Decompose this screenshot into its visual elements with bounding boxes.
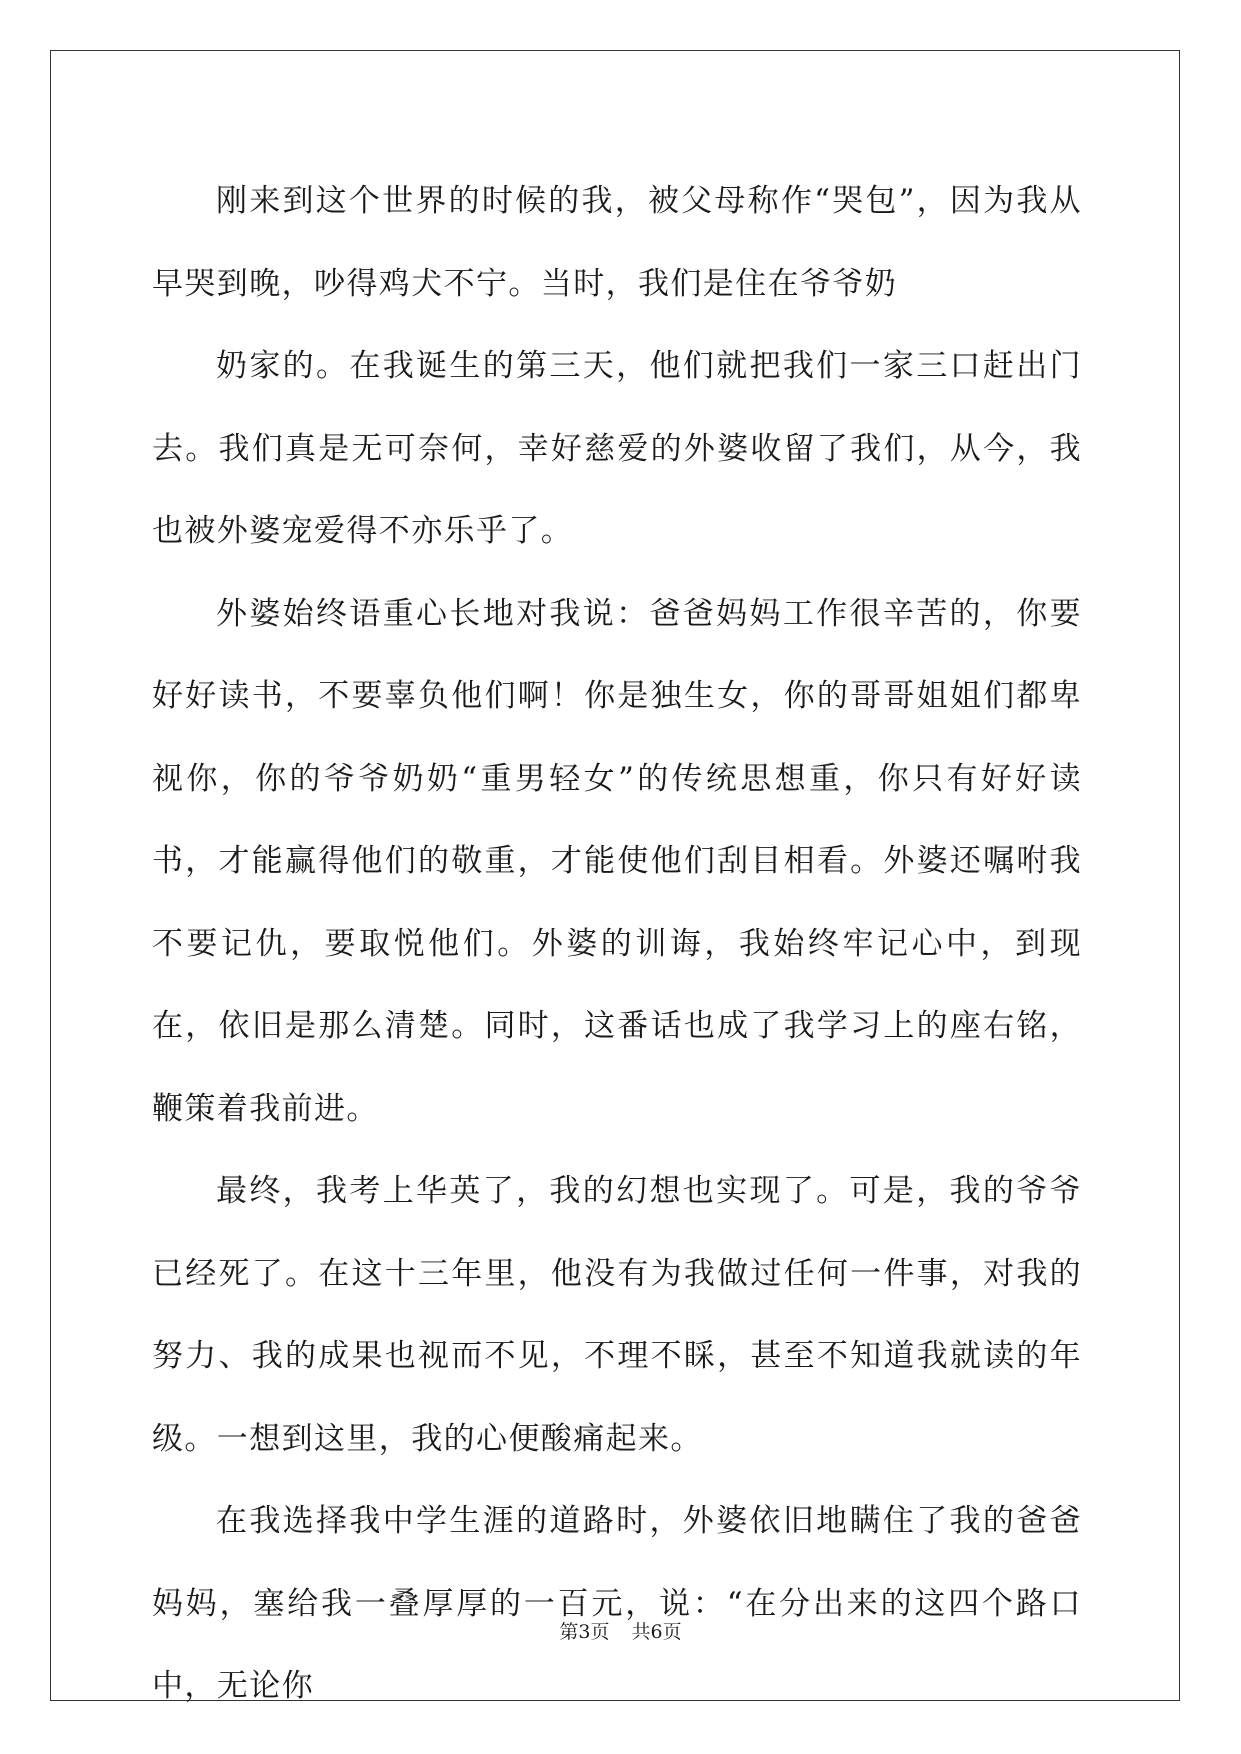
- paragraph-4: 最终，我考上华英了，我的幻想也实现了。可是，我的爷爷已经死了。在这十三年里，他没有为我做过任何一件事，对我的努力、我的成果也视而不见，不理不睬，甚至不知道我就读的年级。一想到这里，我的心便酸痛起来。: [152, 1173, 1082, 1457]
- paragraph-3: 外婆始终语重心长地对我说：爸爸妈妈工作很辛苦的，你要好好读书，不要辜负他们啊！你是独生女，你的哥哥姐姐们都卑视你，你的爷爷奶奶“重男轻女”的传统思想重，你只有好好读书，才能赢得他们的敬重，才能使他们刮目相看。外婆还嘱咐我不要记仇，要取悦他们。外婆的训诲，我始终牢记心中，到现在，依旧是那么清楚。同时，这番话也成了我学习上的座右铭，鞭策着我前进。: [152, 595, 1082, 1127]
- document-body: [152, 160, 1082, 1728]
- page-footer: [0, 1617, 1241, 1644]
- paragraph-2: 奶家的。在我诞生的第三天，他们就把我们一家三口赶出门去。我们真是无可奈何，幸好慈爱的外婆收留了我们，从今，我也被外婆宠爱得不亦乐乎了。: [152, 348, 1082, 549]
- page-number-current: 第3页: [559, 1621, 610, 1643]
- paragraph-5: 在我选择我中学生涯的道路时，外婆依旧地瞒住了我的爸爸妈妈，塞给我一叠厚厚的一百元，说：“在分出来的这四个路口中，无论你: [152, 1503, 1082, 1704]
- paragraph-1: 刚来到这个世界的时候的我，被父母称作“哭包”，因为我从早哭到晚，吵得鸡犬不宁。当时，我们是住在爷爷奶: [152, 183, 1082, 302]
- page-number-total: 共6页: [631, 1621, 682, 1643]
